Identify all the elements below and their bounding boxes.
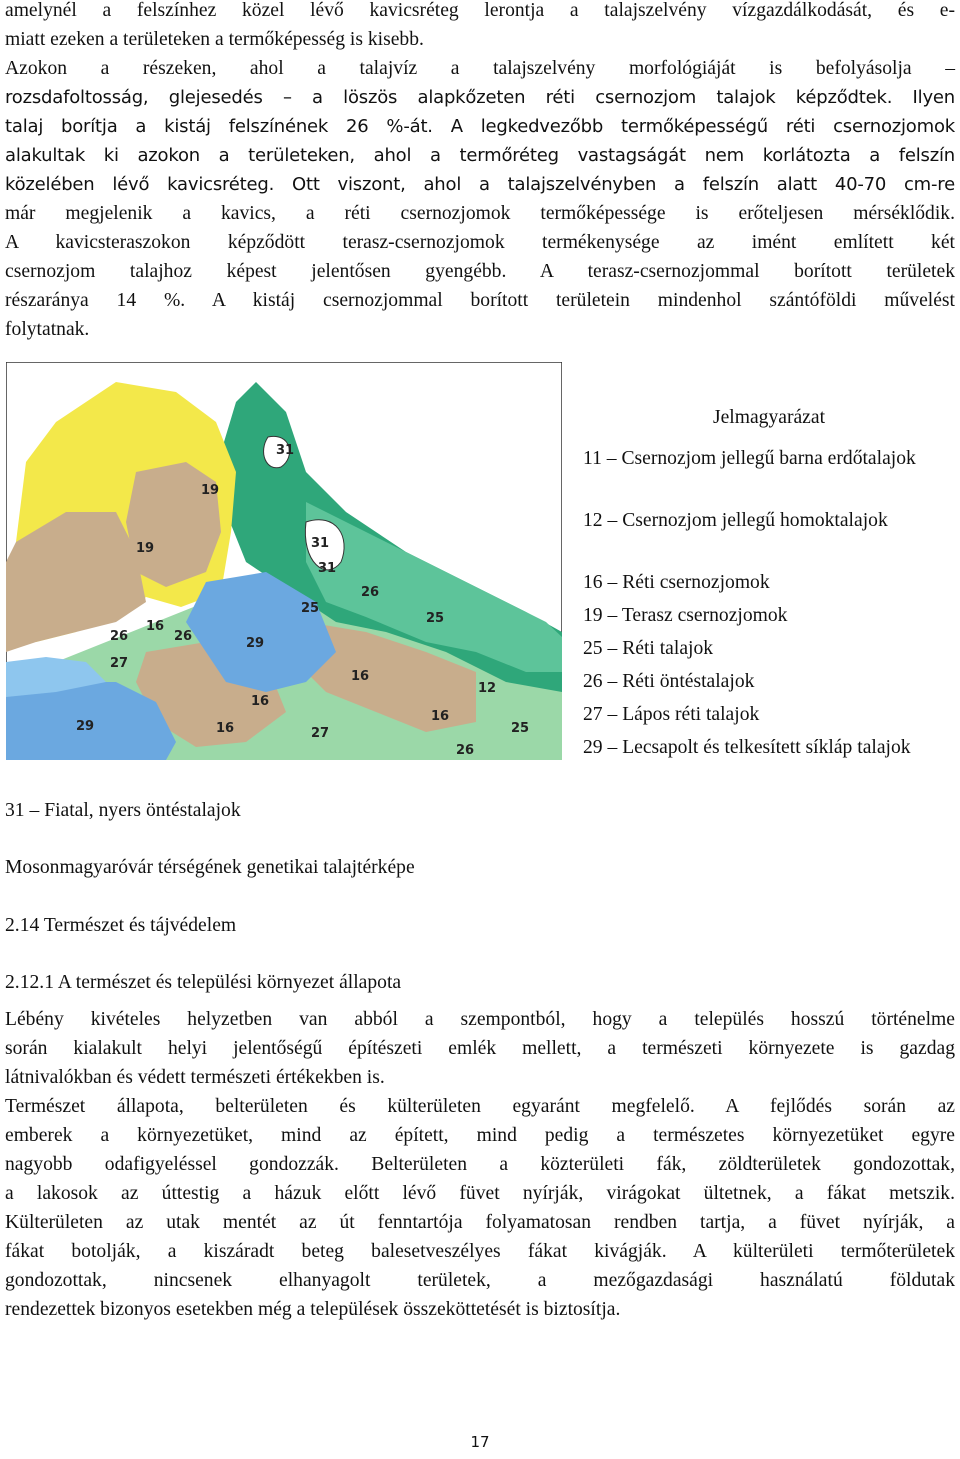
text-line: emberek a környezetüket, mind az épített, mind pedig a természetes környezetüket egyre (5, 1125, 955, 1146)
legend-title: Jelmagyarázat (712, 407, 826, 428)
map-label: 29 (246, 636, 265, 651)
text-line: a lakosok az úttestig a házuk előtt lévő füvet nyírják, virágokat ültetnek, a fákat metszik. (5, 1183, 955, 1204)
soil-map (6, 362, 562, 760)
map-label: 29 (76, 719, 95, 734)
map-label: 25 (426, 611, 445, 626)
legend-item-31: 31 – Fiatal, nyers öntéstalajok (5, 800, 241, 821)
legend-item: 16 – Réti csernozjomok (583, 572, 770, 593)
map-label: 31 (318, 561, 337, 576)
paragraph-soil (5, 54, 955, 344)
map-label: 25 (511, 721, 530, 736)
map-label: 16 (431, 709, 450, 724)
text-line: már megjelenik a kavics, a réti csernozjomok termőképessége is erőteljesen mérséklődik. (5, 203, 955, 224)
text-line: miatt ezeken a területeken a termőképesség is kisebb. (5, 29, 424, 50)
paragraph-nature-state (5, 1092, 955, 1324)
paragraph-intro (5, 0, 955, 54)
map-label: 26 (456, 743, 475, 758)
map-label: 27 (110, 656, 129, 671)
map-label: 16 (251, 694, 270, 709)
map-caption: Mosonmagyaróvár térségének genetikai talajtérképe (5, 857, 415, 878)
text-line: részaránya 14 %. A kistáj csernozjommal borított területein mindenhol szántóföldi művelést (5, 290, 955, 311)
text-line: folytatnak. (5, 319, 90, 340)
text-line: amelynél a felszínhez közel lévő kavicsréteg lerontja a talajszelvény vízgazdálkodását, és e- (5, 0, 955, 21)
text-line: rozsdafoltosság, glejesedés – a löszös alapkőzeten réti csernozjom talajok képződtek. Ilyen (5, 87, 955, 108)
text-line: Természet állapota, belterületen és külterületen egyaránt megfelelő. A fejlődés során az (5, 1096, 955, 1117)
section-heading: 2.14 Természet és tájvédelem (5, 915, 237, 936)
legend-item: 12 – Csernozjom jellegű homoktalajok (583, 510, 888, 531)
text-line: nagyobb odafigyeléssel gondozzák. Belterületen a közterületi fák, zöldterületek gondozottak, (5, 1154, 955, 1175)
text-line: rendezettek bizonyos esetekben még a települések összeköttetését is biztosítja. (5, 1299, 621, 1320)
text-line: közelében lévő kavicsréteg. Ott viszont, ahol a talajszelvényben a felszín alatt 40-70 cm-re (5, 174, 955, 195)
text-line: A kavicsteraszokon képződött terasz-csernozjomok termékenysége az imént említett két (5, 232, 955, 253)
legend-item: 19 – Terasz csernozjomok (583, 605, 788, 626)
map-label: 16 (146, 619, 165, 634)
map-label: 31 (311, 536, 330, 551)
text-line: látnivalókban és védett természeti értékekben is. (5, 1067, 385, 1088)
legend-item: 25 – Réti talajok (583, 638, 714, 659)
page-number: 17 (470, 1433, 490, 1451)
map-label: 26 (361, 585, 380, 600)
map-label: 26 (110, 629, 129, 644)
paragraph-lebeny (5, 1005, 955, 1092)
map-label: 16 (216, 721, 235, 736)
text-line: során kialakult helyi jelentőségű építészeti emlék mellett, a természeti környezete is gazdag (5, 1038, 955, 1059)
text-line: talaj borítja a kistáj felszínének 26 %-át. A legkedvezőbb termőképességű réti csernozjomok (5, 116, 955, 137)
text-line: Azokon a részeken, ahol a talajvíz a talajszelvény morfológiáját is befolyásolja – (5, 58, 955, 79)
legend-item: 27 – Lápos réti talajok (583, 704, 760, 725)
text-line: fákat botolják, a kiszáradt beteg balesetveszélyes fákat kivágják. A külterületi termőterületek (5, 1241, 955, 1262)
text-line: csernozjom talajhoz képest jelentősen gyengébb. A terasz-csernozjommal borított területek (5, 261, 955, 282)
text-line: Lébény kivételes helyzetben van abból a szempontból, hogy a település hosszú történelme (5, 1009, 955, 1030)
legend-item: 11 – Csernozjom jellegű barna erdőtalajok (583, 448, 916, 469)
legend-item: 26 – Réti öntéstalajok (583, 671, 755, 692)
map-label: 12 (478, 681, 497, 696)
text-line: Külterületen az utak mentét az út fenntartója folyamatosan rendben tartja, a füvet nyírják, a (5, 1212, 955, 1233)
subsection-heading: 2.12.1 A természet és települési környezet állapota (5, 972, 402, 993)
map-label: 25 (301, 601, 320, 616)
text-line: alakultak ki azokon a területeken, ahol a termőréteg vastagságát nem korlátozta a felszín (5, 145, 955, 166)
map-label: 31 (276, 443, 295, 458)
text-line: gondozottak, nincsenek elhanyagolt területek, a mezőgazdasági használatú földutak (5, 1270, 955, 1291)
map-label: 27 (311, 726, 330, 741)
map-label: 16 (351, 669, 370, 684)
map-label: 19 (201, 483, 220, 498)
map-label: 19 (136, 541, 155, 556)
legend-item: 29 – Lecsapolt és telkesített síkláp talajok (583, 737, 911, 758)
map-label: 26 (174, 629, 193, 644)
